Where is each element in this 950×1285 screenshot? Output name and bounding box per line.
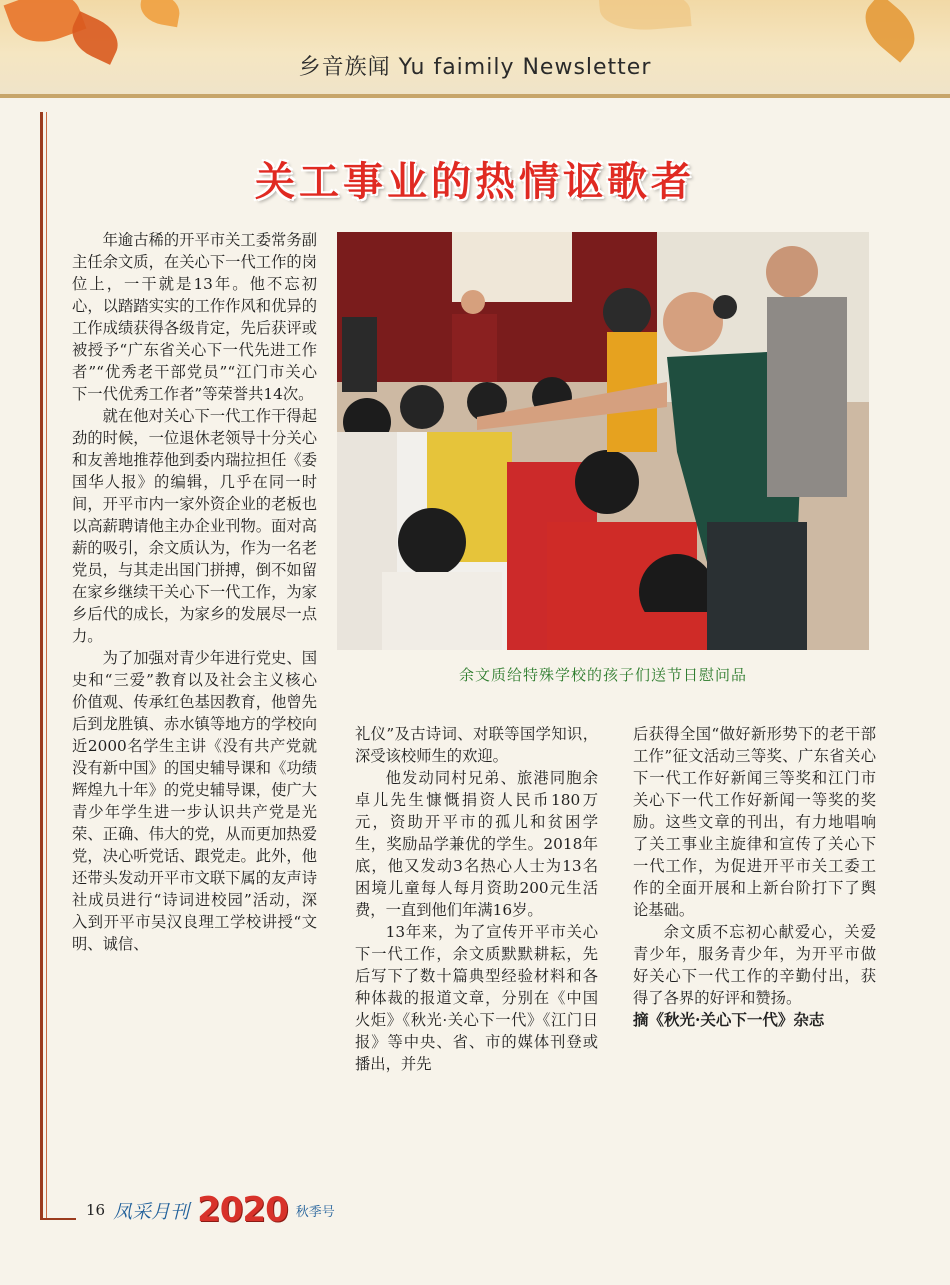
page-footer (86, 1190, 335, 1230)
article-column-3 (633, 723, 876, 1031)
left-margin-rule-inner (46, 112, 47, 1220)
article-headline: 关工事业的热情讴歌者 (255, 159, 695, 205)
article-paragraph: 年逾古稀的开平市关工委常务副主任余文质，在关心下一代工作的岗位上，一干就是13年。他不忘初心，以踏踏实实的工作作风和优异的工作成绩获得各级肯定，先后获评或被授予“广东省关心下一代先进工作者”“优秀老干部党员”“江门市关心下一代优秀工作者”等荣誉共14次。 (72, 231, 317, 403)
photo-caption: 余文质给特殊学校的孩子们送节日慰问品 (458, 666, 747, 684)
article-paragraph: 余文质不忘初心献爱心，关爱青少年，服务青少年，为开平市做好关心下一代工作的辛勤付出，获得了各界的好评和赞扬。 (633, 923, 876, 1007)
bottom-margin-rule (40, 1218, 76, 1220)
maple-leaf-decoration (138, 0, 183, 27)
article-paragraph: 后获得全国“做好新形势下的老干部工作”征文活动三等奖、广东省关心下一代工作好新闻三等奖和江门市关心下一代工作好新闻一等奖的奖励。这些文章的刊出，有力地唱响了关工事业主旋律和宣传了关心下一代工作，为促进开平市关工委工作的全面开展和上新台阶打下了舆论基础。 (633, 725, 876, 919)
newsletter-header-title: 乡音族闻 Yu faimily Newsletter (298, 55, 652, 80)
article-paragraph: 为了加强对青少年进行党史、国史和“三爱”教育以及社会主义核心价值观、传承红色基因教育，他曾先后到龙胜镇、赤水镇等地方的学校向近2000名学生主讲《没有共产党就没有新中国》的国史辅导课和《功绩辉煌九十年》的党史辅导课，使广大青少年学生进一步认识共产党是光荣、正确、伟大的党，从而更加热爱党，决心听党话、跟党走。此外，他还带头发动开平市文联下属的友声诗社成员进行“诗词进校园”活动，深入到开平市吴汉良理工学校讲授“文明、诚信、 (72, 649, 317, 953)
magazine-year: 2020 (197, 1190, 288, 1230)
page-number: 16 (86, 1201, 106, 1219)
magazine-name: 凤采月刊 (113, 1200, 190, 1223)
article-column-2 (355, 723, 598, 1075)
article-paragraph: 13年来，为了宣传开平市关心下一代工作，余文质默默耕耘，先后写下了数十篇典型经验材料和各种体裁的报道文章，分别在《中国火炬》《秋光·关心下一代》《江门日报》等中央、省、市的媒体刊登或播出，并先 (355, 923, 598, 1073)
article-paragraph: 他发动同村兄弟、旅港同胞余卓儿先生慷慨捐资人民币180万元，资助开平市的孤儿和贫困学生，奖励品学兼优的学生。2018年底，他又发动3名热心人士为13名困境儿童每人每月资助200元生活费，一直到他们年满16岁。 (355, 769, 598, 919)
article-source: 摘《秋光·关心下一代》杂志 (633, 1010, 825, 1029)
left-margin-rule (40, 112, 43, 1220)
photo-illustration (337, 232, 869, 650)
maple-leaf-decoration (598, 0, 691, 34)
article-photo (337, 232, 869, 650)
article-column-1 (72, 229, 317, 955)
banner-rule (0, 94, 950, 98)
article-paragraph: 礼仪”及古诗词、对联等国学知识，深受该校师生的欢迎。 (355, 725, 598, 765)
article-paragraph: 就在他对关心下一代工作干得起劲的时候，一位退休老领导十分关心和友善地推荐他到委内瑞拉担任《委国华人报》的编辑，几乎在同一时间，开平市内一家外资企业的老板也以高薪聘请他主办企业刊物。面对高薪的吸引，余文质认为，作为一名老党员，与其走出国门拼搏，倒不如留在家乡继续干关心下一代工作，为家乡后代的成长，为家乡的发展尽一点力。 (72, 407, 317, 645)
header-banner (0, 0, 950, 98)
magazine-season: 秋季号 (295, 1204, 335, 1220)
